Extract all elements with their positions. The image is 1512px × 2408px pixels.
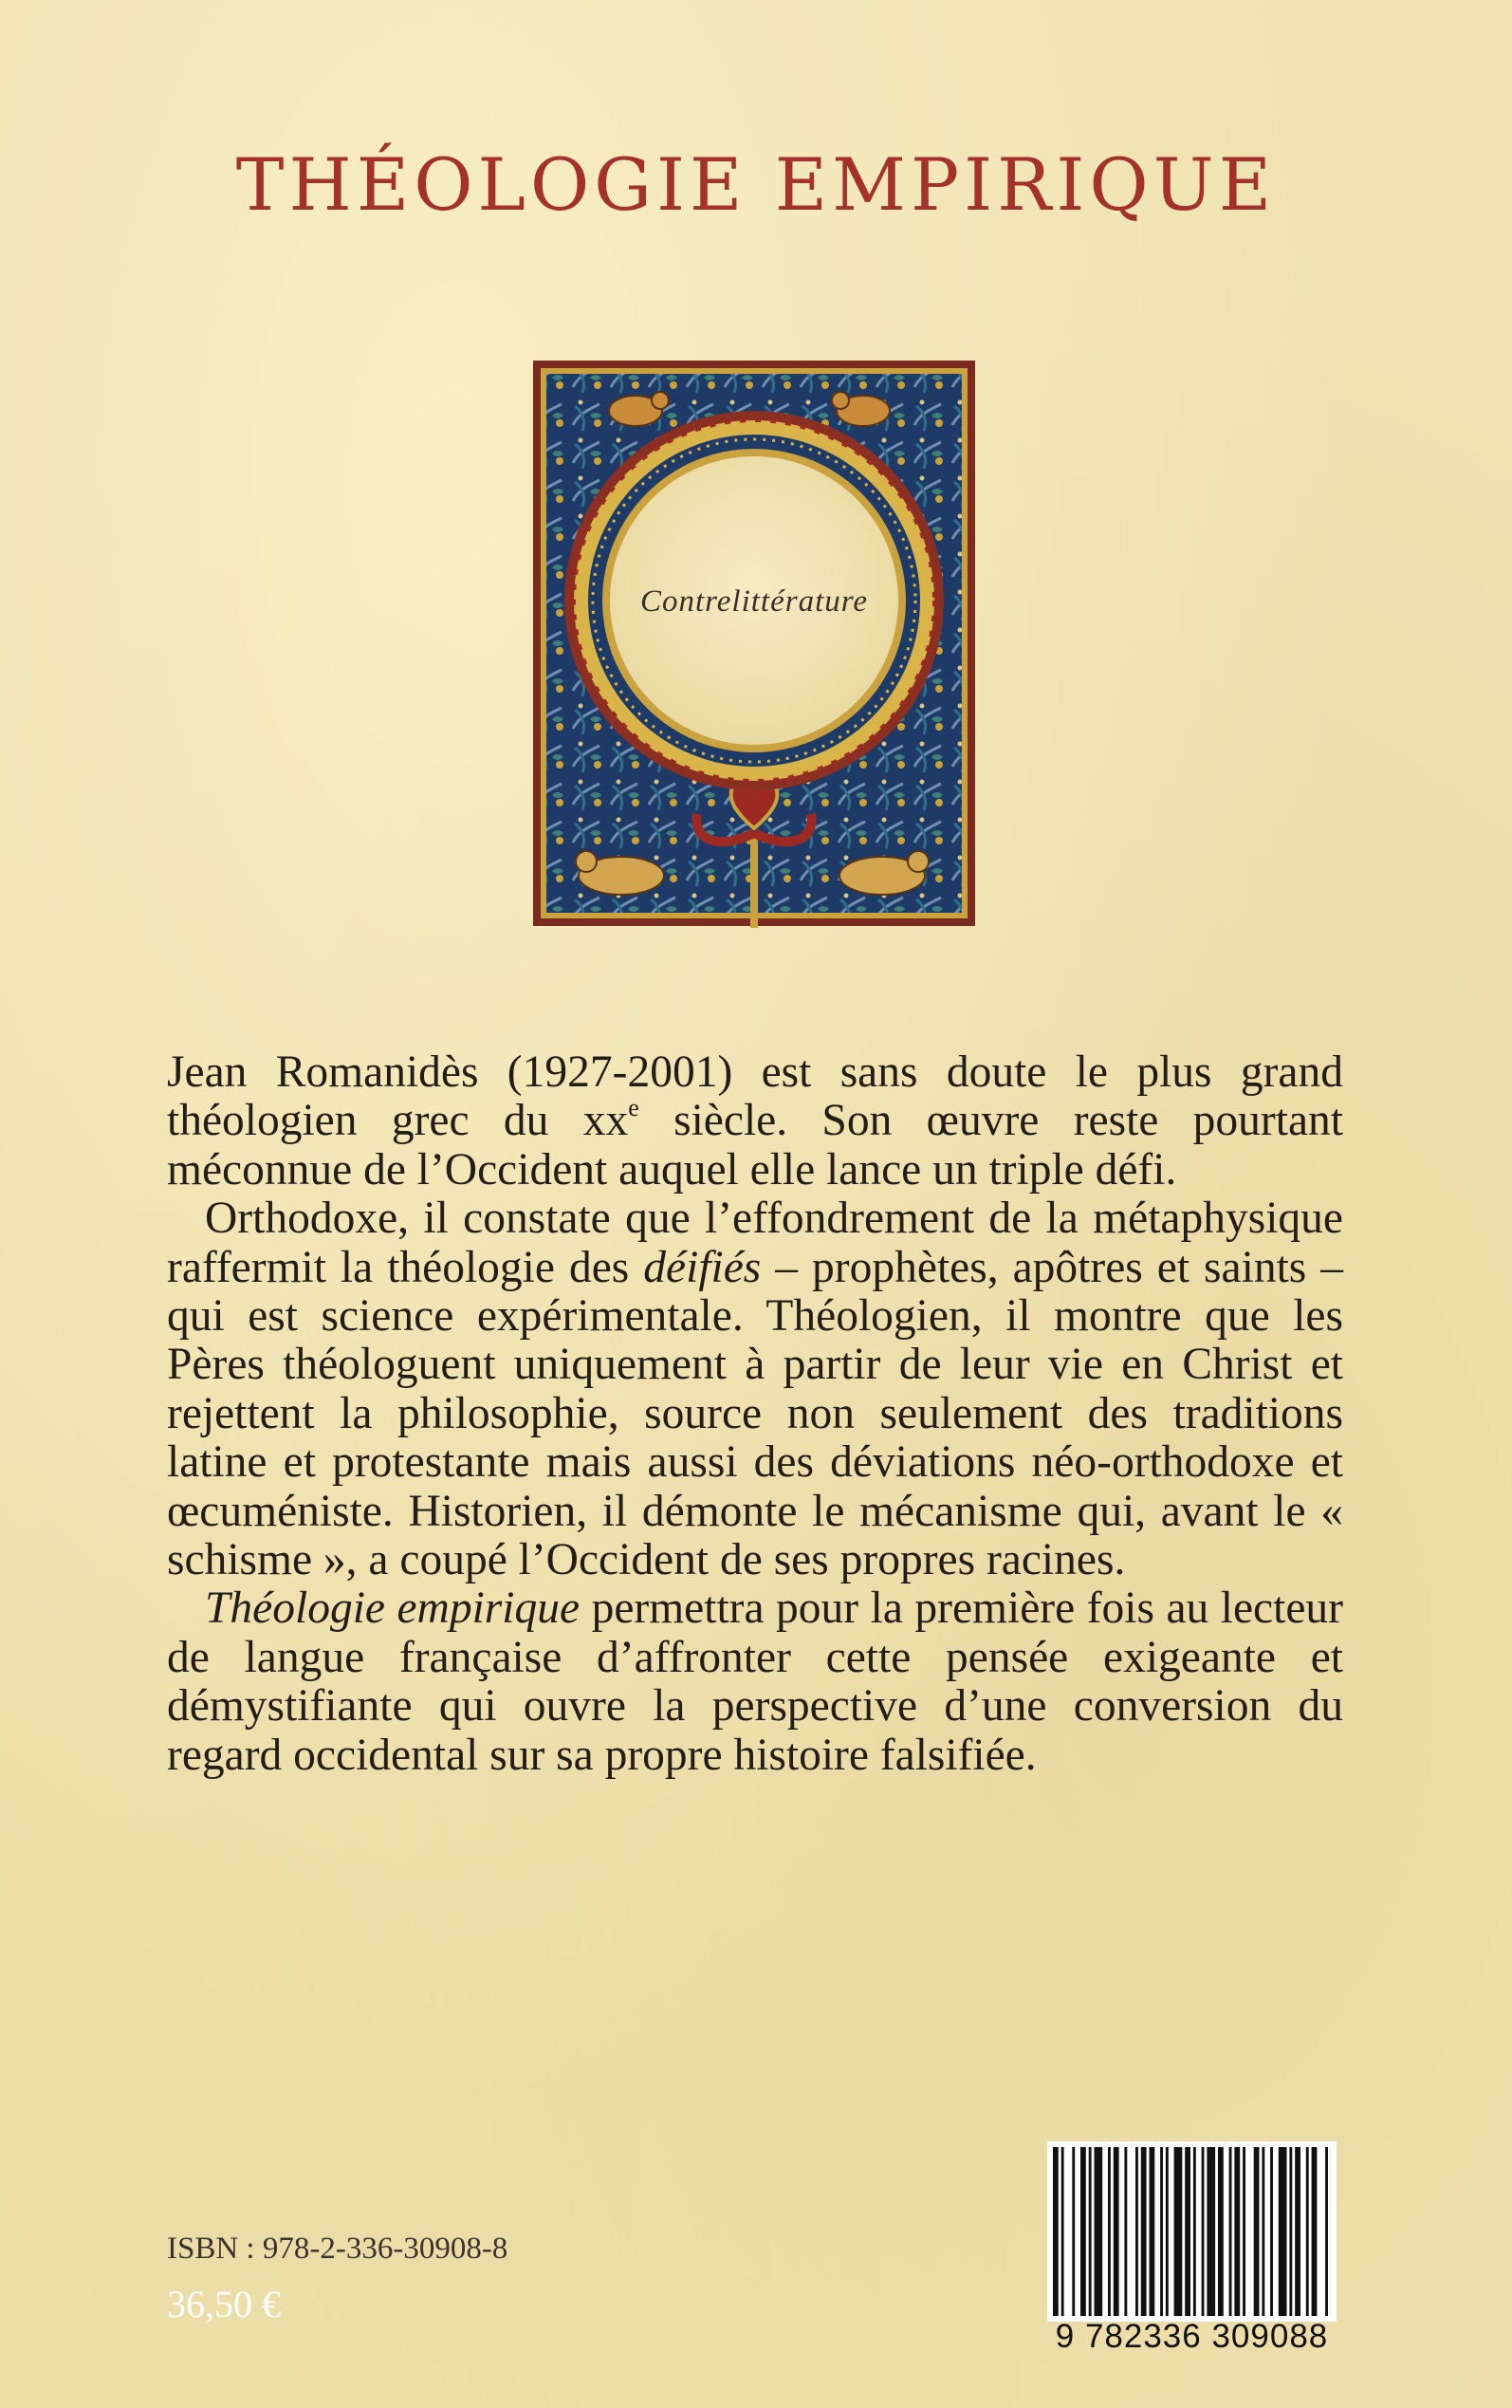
barcode-bar <box>1229 2147 1232 2316</box>
barcode-bar <box>1185 2147 1190 2316</box>
barcode-bar <box>1108 2147 1111 2316</box>
paragraph-1: Jean Romanidès (1927-2001) est sans doute le plus grand théologien grec du $xx^e$ siècle. Son œuvre reste pourtant méconnue de l’Occident auquel elle lance un triple défi. <box>167 1047 1343 1195</box>
barcode-bar <box>1160 2147 1163 2316</box>
back-cover-description <box>167 1048 1343 1780</box>
barcode-bar <box>1141 2147 1147 2316</box>
barcode-bar <box>1234 2147 1240 2316</box>
barcode-bar <box>1080 2147 1086 2316</box>
barcode-bar <box>1295 2147 1300 2316</box>
price-text: 36,50 € <box>167 2283 281 2325</box>
barcode-bar <box>1150 2147 1155 2316</box>
barcode-bar <box>1061 2147 1064 2316</box>
barcode-bar <box>1193 2147 1196 2316</box>
barcode-bar <box>1114 2147 1119 2316</box>
barcode-bar <box>1325 2147 1328 2316</box>
book-title: THÉOLOGIE EMPIRIQUE <box>235 142 1277 227</box>
barcode-bar <box>1124 2147 1127 2316</box>
barcode-bar <box>1243 2147 1245 2316</box>
barcode-bar <box>1254 2147 1260 2316</box>
barcode-bar <box>1053 2147 1059 2316</box>
barcode-bar <box>1089 2147 1092 2316</box>
barcode-bar <box>1166 2147 1169 2316</box>
barcode-bar <box>1202 2147 1205 2316</box>
barcode-bars-icon <box>1047 2141 1337 2322</box>
barcode-bar <box>1218 2147 1224 2316</box>
barcode-bar <box>1095 2147 1103 2316</box>
barcode-bar <box>1312 2147 1318 2316</box>
barcode-bar <box>1270 2147 1273 2316</box>
barcode-bar <box>1289 2147 1292 2316</box>
barcode-bar <box>1174 2147 1183 2316</box>
manuscript-emblem-icon <box>531 359 977 928</box>
barcode-number: 9 782336 309088 <box>1055 2318 1329 2355</box>
barcode-bar <box>1072 2147 1075 2316</box>
paragraph-3: Théologie empirique permettra pour la première fois au lecteur de langue française d’affronter cette pensée exigeante et démystifiante qui ouvre la perspective d’une conversion du regard occidental sur sa propre histoire falsifiée. <box>167 1584 1343 1780</box>
barcode-bar <box>1306 2147 1309 2316</box>
collection-label: Contrelittérature <box>639 584 869 619</box>
barcode <box>1047 2141 1337 2357</box>
isbn-text: ISBN : 978-2-336-30908-8 <box>167 2232 508 2266</box>
barcode-bar <box>1262 2147 1264 2316</box>
barcode-bar <box>1135 2147 1138 2316</box>
barcode-bar <box>1207 2147 1215 2316</box>
paragraph-2: Orthodoxe, il constate que l’effondrement de la métaphysique raffermit la théologie des déifiés – prophètes, apôtres et saints – qui est science expérimentale. Théologien, il montre que les Pères théologuent uniquement à partir de leur vie en Christ et rejettent la philosophie, source non seulement des traditions latine et protestante mais aussi des déviations néo-orthodoxe et œcuméniste. Historien, il démonte le mécanisme qui, avant le « schisme », a coupé l’Occident de ses propres racines. <box>167 1194 1343 1585</box>
barcode-bar <box>1279 2147 1287 2316</box>
